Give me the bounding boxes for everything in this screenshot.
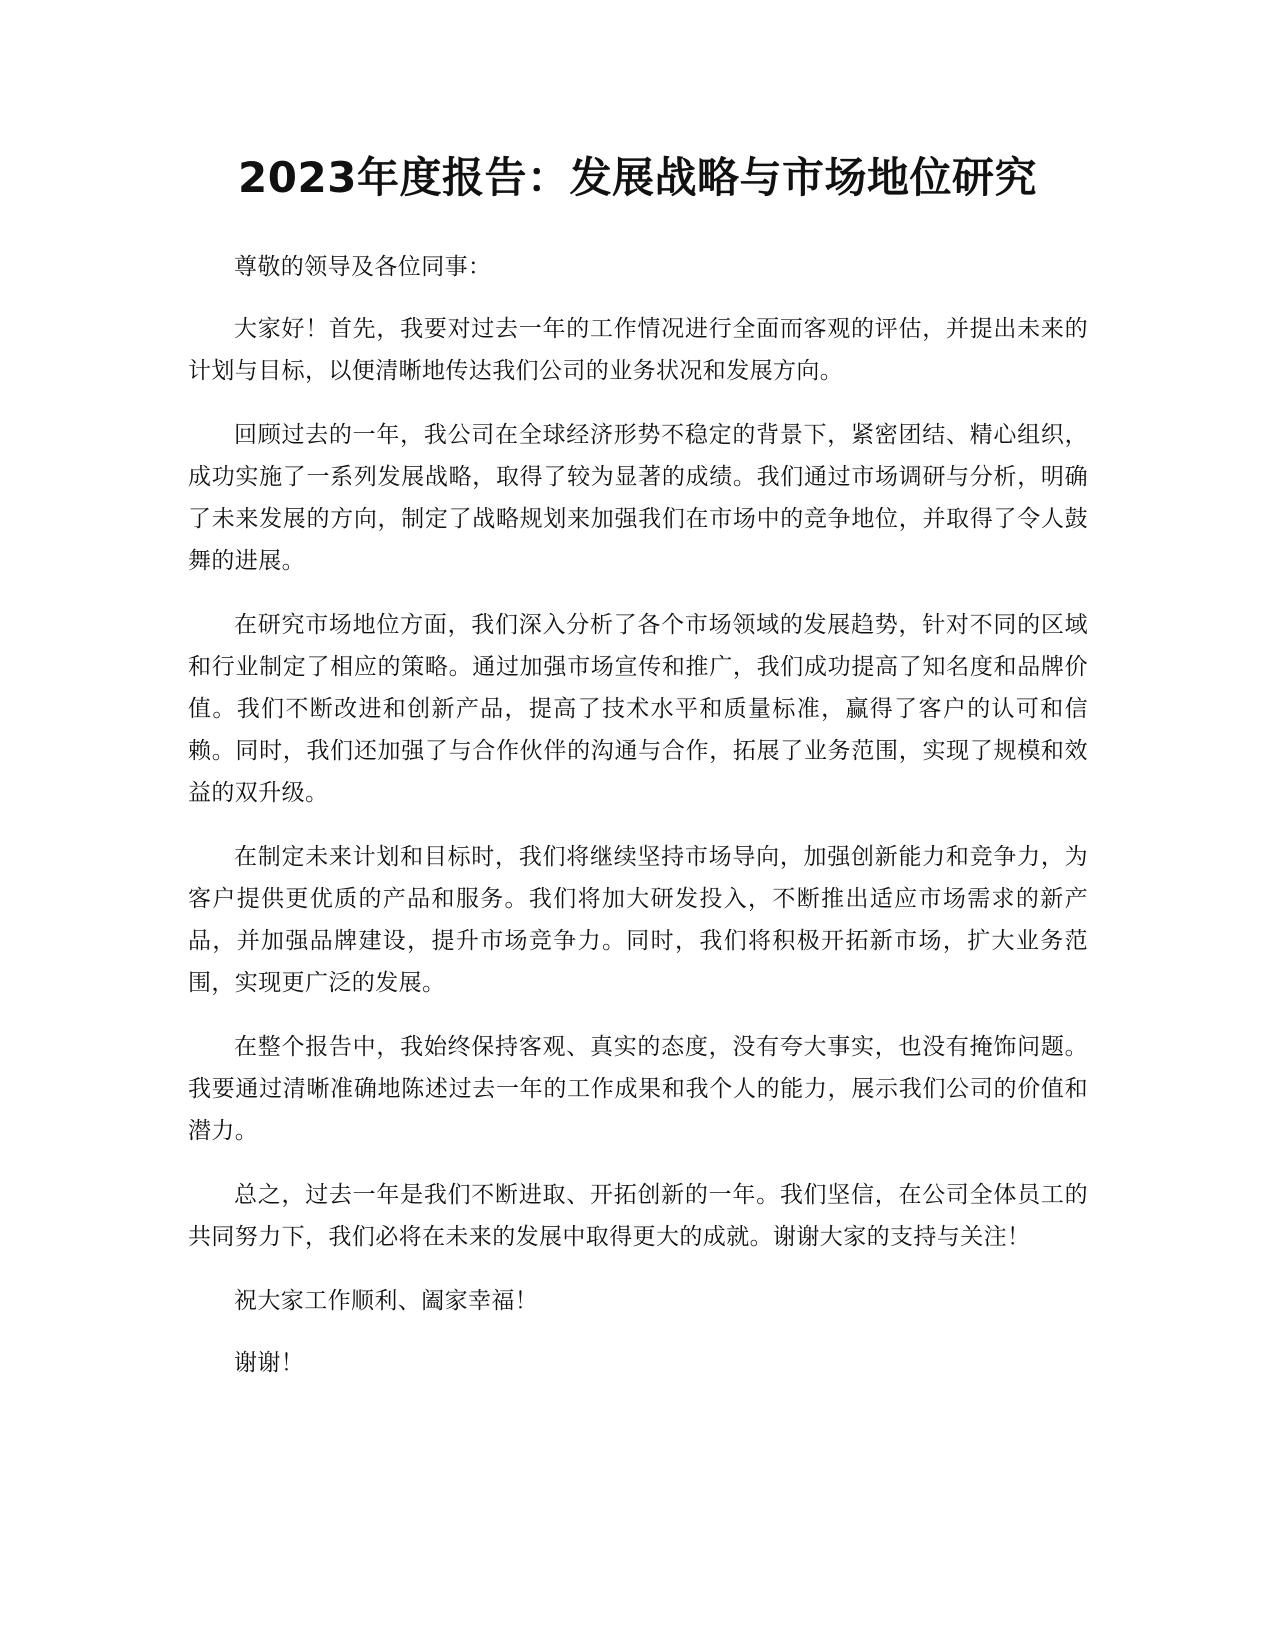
closing-thanks: 谢谢！ xyxy=(234,1350,305,1376)
document-body xyxy=(188,246,1088,1404)
paragraph-future-plans: 在制定未来计划和目标时，我们将继续坚持市场导向，加强创新能力和竞争力，为客户提供更优质的产品和服务。我们将加大研发投入，不断推出适应市场需求的新产品，并加强品牌建设，提升市场竞争力。同时，我们将积极开拓新市场，扩大业务范围，实现更广泛的发展。 xyxy=(188,844,1088,996)
closing-wishes: 祝大家工作顺利、阖家幸福！ xyxy=(234,1288,539,1314)
paragraph-objectivity: 在整个报告中，我始终保持客观、真实的态度，没有夸大事实，也没有掩饰问题。我要通过清晰准确地陈述过去一年的工作成果和我个人的能力，展示我们公司的价值和潜力。 xyxy=(188,1034,1088,1144)
paragraph-conclusion: 总之，过去一年是我们不断进取、开拓创新的一年。我们坚信，在公司全体员工的共同努力下，我们必将在未来的发展中取得更大的成就。谢谢大家的支持与关注！ xyxy=(188,1182,1088,1250)
salutation: 尊敬的领导及各位同事： xyxy=(234,254,492,280)
paragraph-review: 回顾过去的一年，我公司在全球经济形势不稳定的背景下，紧密团结、精心组织，成功实施了一系列发展战略，取得了较为显著的成绩。我们通过市场调研与分析，明确了未来发展的方向，制定了战略规划来加强我们在市场中的竞争地位，并取得了令人鼓舞的进展。 xyxy=(188,422,1088,574)
paragraph-greeting: 大家好！首先，我要对过去一年的工作情况进行全面而客观的评估，并提出未来的计划与目标，以便清晰地传达我们公司的业务状况和发展方向。 xyxy=(188,316,1088,384)
paragraph-market-position: 在研究市场地位方面，我们深入分析了各个市场领域的发展趋势，针对不同的区域和行业制定了相应的策略。通过加强市场宣传和推广，我们成功提高了知名度和品牌价值。我们不断改进和创新产品，提高了技术水平和质量标准，赢得了客户的认可和信赖。同时，我们还加强了与合作伙伴的沟通与合作，拓展了业务范围，实现了规模和效益的双升级。 xyxy=(188,612,1088,806)
document-title: 2023年度报告：发展战略与市场地位研究 xyxy=(238,153,1037,202)
